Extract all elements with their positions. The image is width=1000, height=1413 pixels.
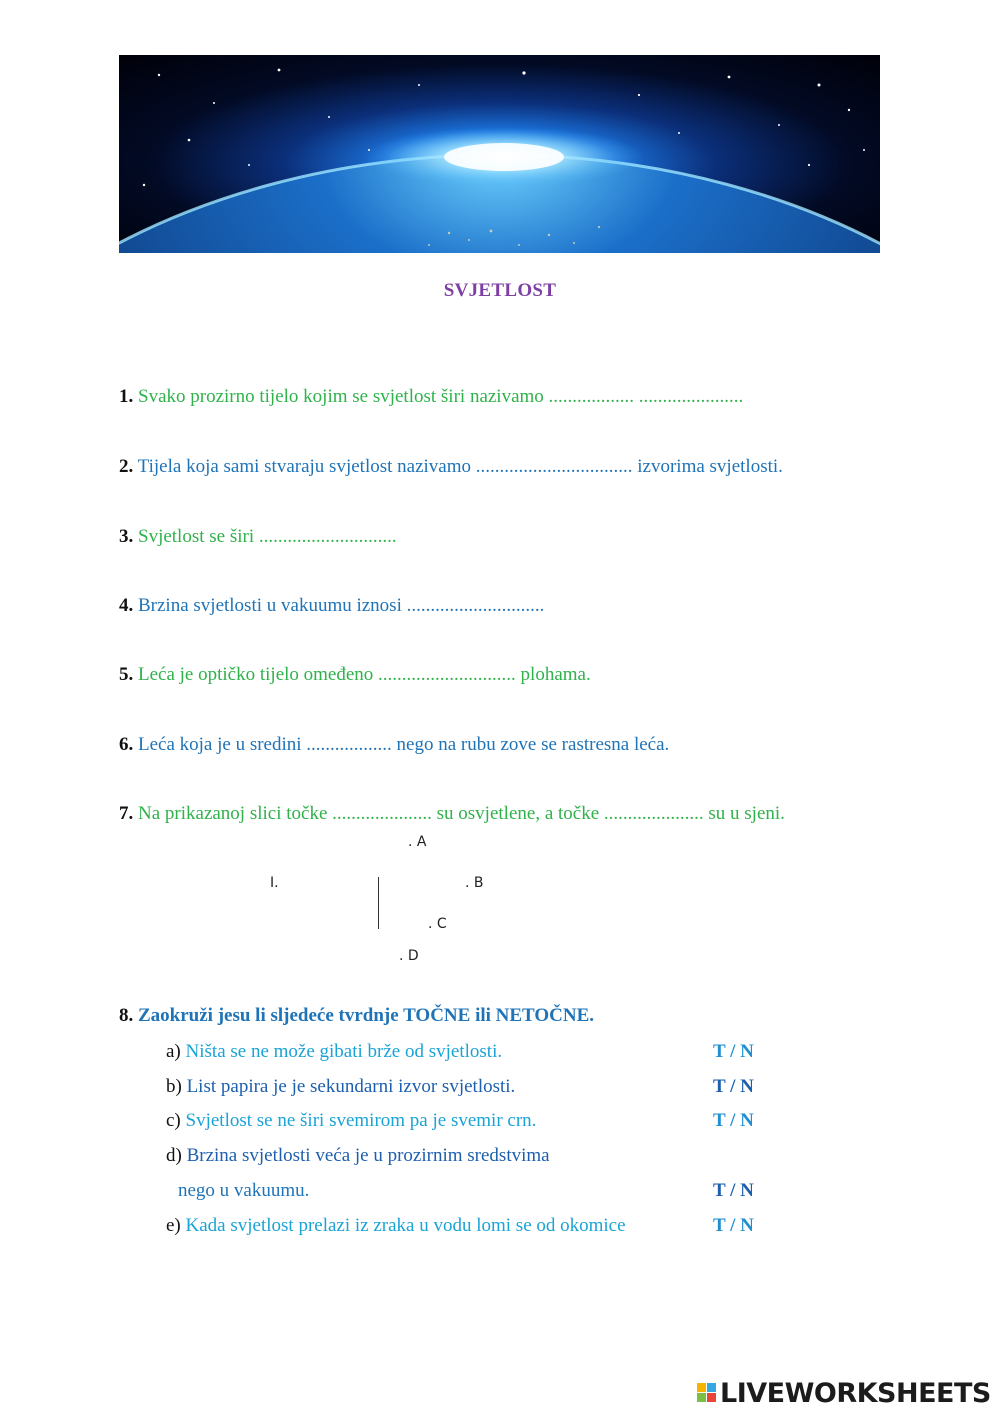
diagram-light-source: I. xyxy=(270,875,279,891)
question-4 xyxy=(119,595,544,617)
diagram-point-b: . B xyxy=(465,875,484,891)
question-text: Zaokruži jesu li sljedeće tvrdnje TOČNE ili NETOČNE. xyxy=(138,1005,595,1026)
true-false-choice-e[interactable]: T / N xyxy=(713,1215,754,1236)
question-number: 2. xyxy=(119,456,134,477)
question-number: 4. xyxy=(119,595,134,616)
statement-e xyxy=(166,1215,626,1237)
statement-letter: e) xyxy=(166,1215,181,1236)
question-6 xyxy=(119,734,669,756)
statement-text: List papira je je sekundarni izvor svjetlosti. xyxy=(186,1076,516,1097)
question-number: 8. xyxy=(119,1005,134,1026)
question-1 xyxy=(119,386,743,408)
question-text: Svako prozirno tijelo kojim se svjetlost širi nazivamo .................. ...................... xyxy=(133,386,744,407)
liveworksheets-logo-icon xyxy=(697,1383,717,1403)
page-title: SVJETLOST xyxy=(443,280,557,301)
question-7 xyxy=(119,803,785,825)
diagram-point-c: . C xyxy=(428,916,447,932)
true-false-choice-d[interactable]: T / N xyxy=(713,1180,754,1201)
question-text: Leća koja je u sredini .................. nego na rubu zove se rastresna leća. xyxy=(138,734,670,755)
question-text: Brzina svjetlosti u vakuumu iznosi ............................. xyxy=(138,595,545,616)
question-text: Tijela koja sami stvaraju svjetlost nazivamo ................................. izvorima svjetlosti. xyxy=(137,456,783,477)
true-false-choice-c[interactable]: T / N xyxy=(713,1110,754,1131)
statement-letter: a) xyxy=(166,1041,181,1062)
statement-text: Ništa se ne može gibati brže od svjetlosti. xyxy=(185,1041,503,1062)
question-number: 5. xyxy=(119,664,134,685)
statement-d xyxy=(166,1145,550,1167)
statement-letter: b) xyxy=(166,1076,182,1097)
question-text: Svjetlost se širi ............................. xyxy=(138,526,397,547)
diagram-obstacle-line xyxy=(378,877,379,929)
statement-text: Brzina svjetlosti veća je u prozirnim sredstvima xyxy=(186,1145,550,1166)
question-2 xyxy=(119,456,783,478)
header-banner-image xyxy=(119,55,880,253)
question-text: Na prikazanoj slici točke ..................... su osvjetlene, a točke ..................... su u sjeni. xyxy=(138,803,785,824)
question-number: 3. xyxy=(119,526,134,547)
diagram-point-d: . D xyxy=(399,948,419,964)
liveworksheets-logo[interactable] xyxy=(697,1376,991,1410)
question-5 xyxy=(119,664,591,686)
earth-horizon-graphic xyxy=(119,55,880,253)
true-false-choice-b[interactable]: T / N xyxy=(713,1076,754,1097)
statement-letter: d) xyxy=(166,1145,182,1166)
statement-letter: c) xyxy=(166,1110,181,1131)
question-number: 7. xyxy=(119,803,134,824)
statement-d-continued: nego u vakuumu. xyxy=(178,1180,310,1201)
question-text: Leća je optičko tijelo omeđeno ............................. plohama. xyxy=(138,664,591,685)
statement-text: Kada svjetlost prelazi iz zraka u vodu lomi se od okomice xyxy=(185,1215,626,1236)
true-false-choice-a[interactable]: T / N xyxy=(713,1041,754,1062)
question-number: 1. xyxy=(119,386,134,407)
question-number: 6. xyxy=(119,734,134,755)
statement-text: Svjetlost se ne širi svemirom pa je svemir crn. xyxy=(185,1110,537,1131)
statement-a xyxy=(166,1041,502,1063)
statement-c xyxy=(166,1110,536,1132)
diagram-point-a: . A xyxy=(408,834,427,850)
question-3 xyxy=(119,526,397,548)
logo-text: LIVEWORKSHEETS xyxy=(720,1377,991,1409)
statement-b xyxy=(166,1076,515,1098)
question-8-title xyxy=(119,1005,594,1027)
